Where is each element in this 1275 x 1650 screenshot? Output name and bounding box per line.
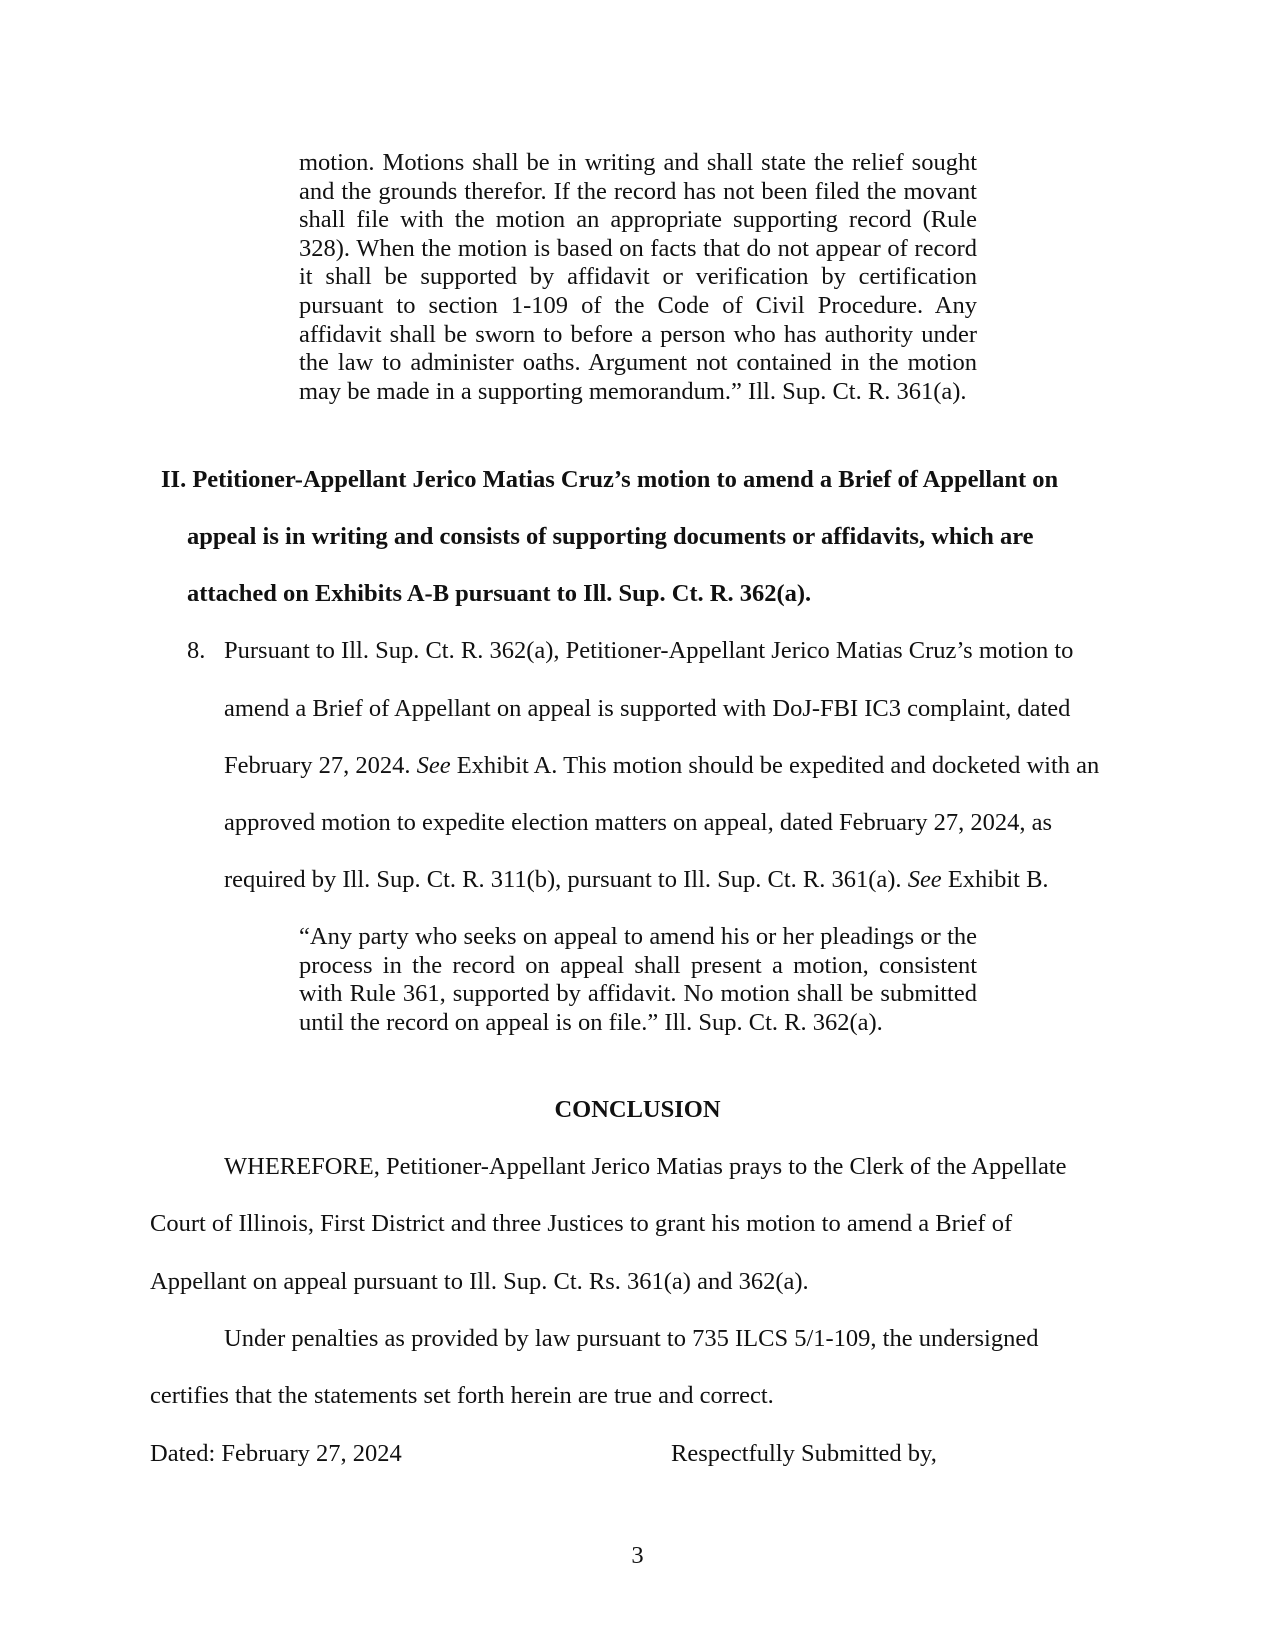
see-signal: See [907, 866, 942, 893]
section-heading-line-3: attached on Exhibits A-B pursuant to Ill. Sup. Ct. R. 362(a). [187, 580, 812, 607]
paragraph-8-line-1: Pursuant to Ill. Sup. Ct. R. 362(a), Petitioner-Appellant Jerico Matias Cruz’s motion to [224, 637, 1074, 664]
block-quote-rule-362: “Any party who seeks on appeal to amend his or her pleadings or the process in the record on appeal shall present a motion, consistent with Rule 361, supported by affidavit. No motion shall be submitted until the record on appeal is on file.” Ill. Sup. Ct. R. 362(a). [299, 923, 977, 1036]
wherefore-line-2: Court of Illinois, First District and three Justices to grant his motion to amend a Brief of [150, 1210, 1013, 1237]
paragraph-8-line-5 [224, 866, 1049, 894]
see-signal: See [416, 752, 451, 779]
paragraph-8-line-4: approved motion to expedite election matters on appeal, dated February 27, 2024, as [224, 809, 1052, 836]
paragraph-8-line-2: amend a Brief of Appellant on appeal is supported with DoJ-FBI IC3 complaint, dated [224, 695, 1071, 722]
signature-intro: Respectfully Submitted by, [671, 1440, 937, 1467]
certification-line-2: certifies that the statements set forth herein are true and correct. [150, 1382, 774, 1409]
section-heading-line-2: appeal is in writing and consists of supporting documents or affidavits, which are [187, 523, 1034, 550]
block-quote-rule-361: motion. Motions shall be in writing and shall state the relief sought and the grounds therefor. If the record has not been filed the movant shall file with the motion an appropriate supporting record (Rule 328). When the motion is based on facts that do not appear of record it shall be supported by affidavit or verification by certification pursuant to section 1-109 of the Code of Civil Procedure. Any affidavit shall be sworn to before a person who has authority under the law to administer oaths. Argument not contained in the motion may be made in a supporting memorandum.” Ill. Sup. Ct. R. 361(a). [299, 149, 977, 405]
paragraph-8-line-3-start: February 27, 2024. [224, 752, 417, 779]
certification-line-1: Under penalties as provided by law pursuant to 735 ILCS 5/1-109, the undersigned [224, 1325, 1039, 1352]
wherefore-line-1: WHEREFORE, Petitioner-Appellant Jerico Matias prays to the Clerk of the Appellate [224, 1153, 1067, 1180]
section-heading-line-1: II. Petitioner-Appellant Jerico Matias Cruz’s motion to amend a Brief of Appellant on [161, 466, 1059, 493]
date-line: Dated: February 27, 2024 [150, 1440, 402, 1467]
paragraph-8-line-3 [224, 752, 1099, 780]
wherefore-line-3: Appellant on appeal pursuant to Ill. Sup. Ct. Rs. 361(a) and 362(a). [150, 1268, 809, 1295]
page-number: 3 [631, 1542, 644, 1569]
paragraph-8-line-5-end: Exhibit B. [941, 866, 1049, 893]
conclusion-heading: CONCLUSION [554, 1096, 721, 1123]
paragraph-8-line-5-start: required by Ill. Sup. Ct. R. 311(b), pursuant to Ill. Sup. Ct. R. 361(a). [224, 866, 908, 893]
paragraph-8-line-3-end: Exhibit A. This motion should be expedited and docketed with an [450, 752, 1100, 779]
paragraph-number: 8. [187, 637, 206, 664]
